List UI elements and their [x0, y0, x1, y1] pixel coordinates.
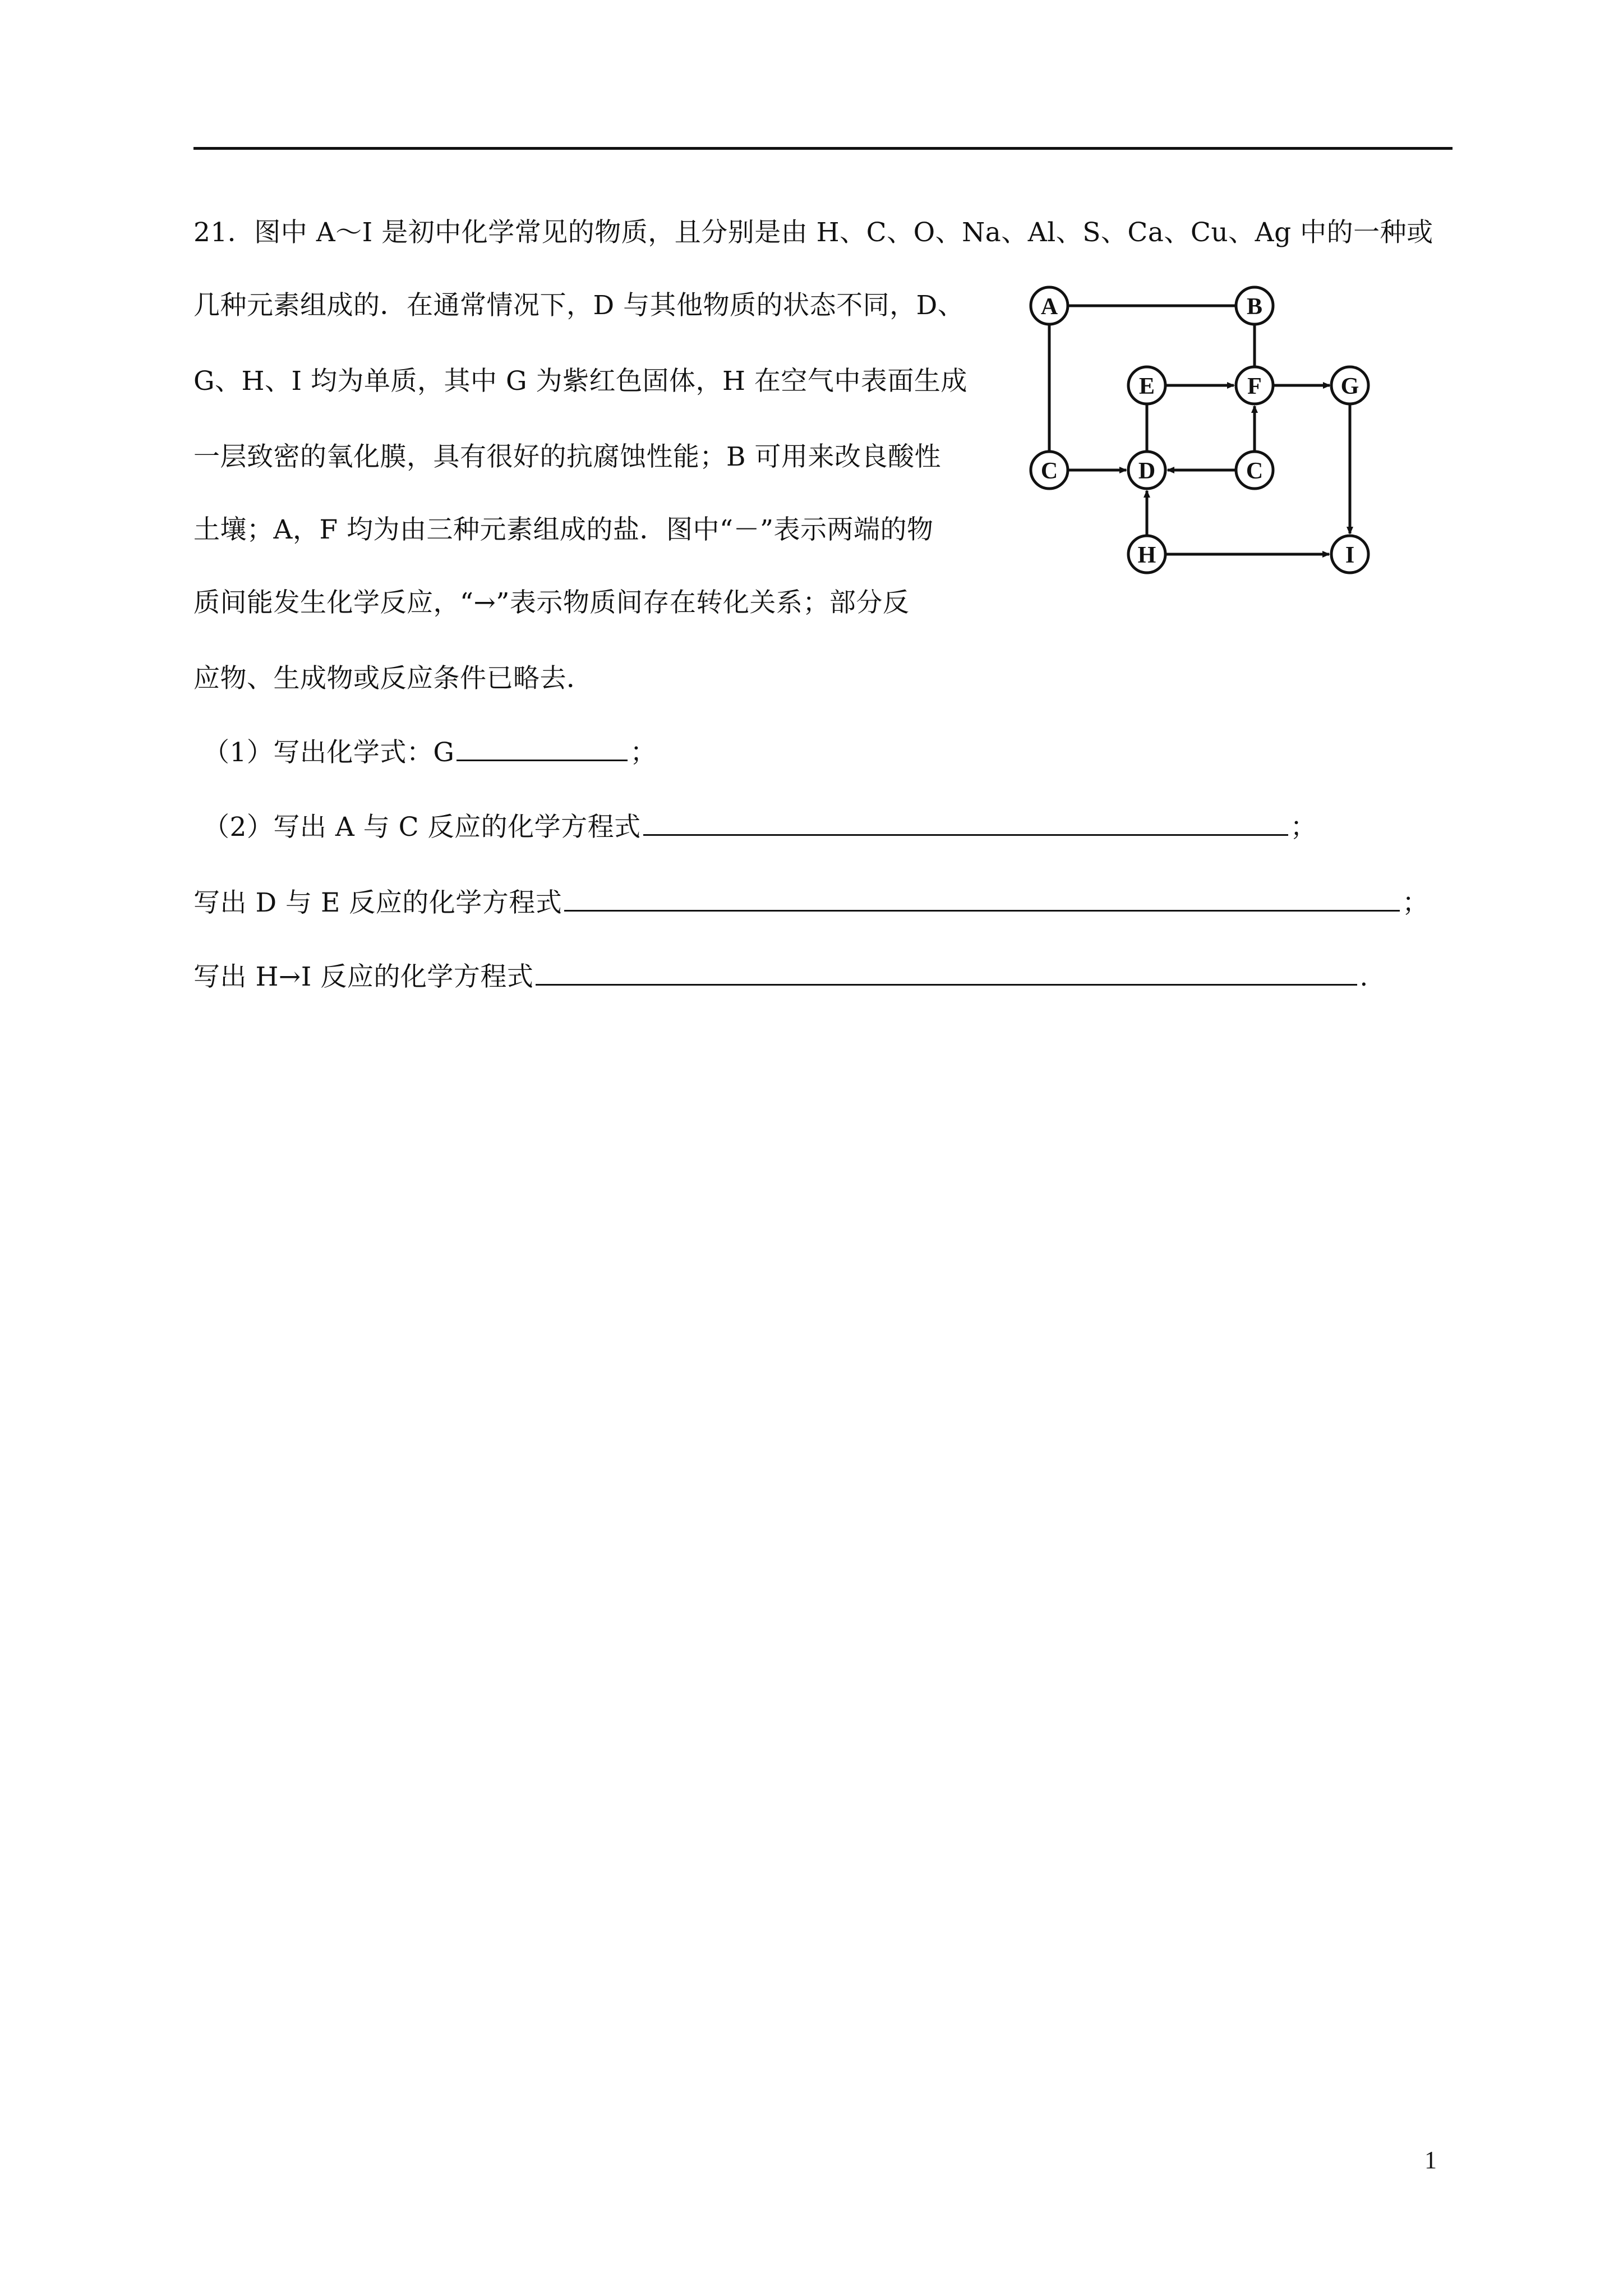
answer-2-blank[interactable] [643, 812, 1288, 836]
answer-1-end: ； [630, 737, 657, 768]
node-f-label: F [1247, 374, 1262, 399]
answer-line-3 [193, 886, 1429, 920]
answer-3-end: ； [1402, 887, 1429, 918]
answer-1-blank[interactable] [457, 737, 628, 761]
answer-line-1 [203, 736, 657, 770]
answer-2-prompt: （2）写出 A 与 C 反应的化学方程式 [203, 812, 641, 843]
reaction-diagram [1032, 275, 1391, 589]
node-d-label: D [1138, 458, 1156, 484]
question-line-1: 21．图中 A～I 是初中化学常见的物质，且分别是由 H、C、O、Na、Al、S、Ca、Cu、Ag 中的一种或 [193, 217, 1433, 248]
node-h-label: H [1137, 542, 1156, 568]
question-line-5: 土壤；A，F 均为由三种元素组成的盐．图中“－”表示两端的物 [193, 514, 934, 545]
answer-4-end: . [1359, 961, 1368, 992]
answer-1-prompt: （1）写出化学式：G [203, 737, 455, 768]
reaction-diagram-svg [1032, 275, 1391, 589]
answer-3-prompt: 写出 D 与 E 反应的化学方程式 [193, 887, 562, 918]
node-c-right-label: C [1246, 458, 1264, 484]
node-i-label: I [1345, 542, 1355, 568]
answer-line-2 [203, 811, 1317, 844]
question-line-7: 应物、生成物或反应条件已略去． [193, 663, 593, 694]
header-rule [193, 147, 1453, 150]
node-a-label: A [1040, 294, 1058, 320]
question-line-6: 质间能发生化学反应，“→”表示物质间存在转化关系；部分反 [193, 587, 910, 618]
node-g-label: G [1340, 374, 1359, 399]
answer-4-blank[interactable] [536, 961, 1357, 986]
node-b-label: B [1246, 294, 1263, 320]
answer-4-prompt: 写出 H→I 反应的化学方程式 [193, 961, 534, 992]
answer-2-end: ； [1290, 812, 1317, 843]
node-c-left-label: C [1040, 458, 1058, 484]
page-number: 1 [1424, 2146, 1437, 2174]
node-e-label: E [1138, 374, 1155, 399]
answer-3-blank[interactable] [564, 887, 1400, 912]
answer-line-4 [193, 960, 1368, 994]
question-line-2: 几种元素组成的．在通常情况下，D 与其他物质的状态不同，D、 [193, 290, 965, 321]
question-line-4: 一层致密的氧化膜，具有很好的抗腐蚀性能；B 可用来改良酸性 [193, 441, 941, 472]
question-line-3: G、H、I 均为单质，其中 G 为紫红色固体，H 在空气中表面生成 [193, 366, 967, 397]
